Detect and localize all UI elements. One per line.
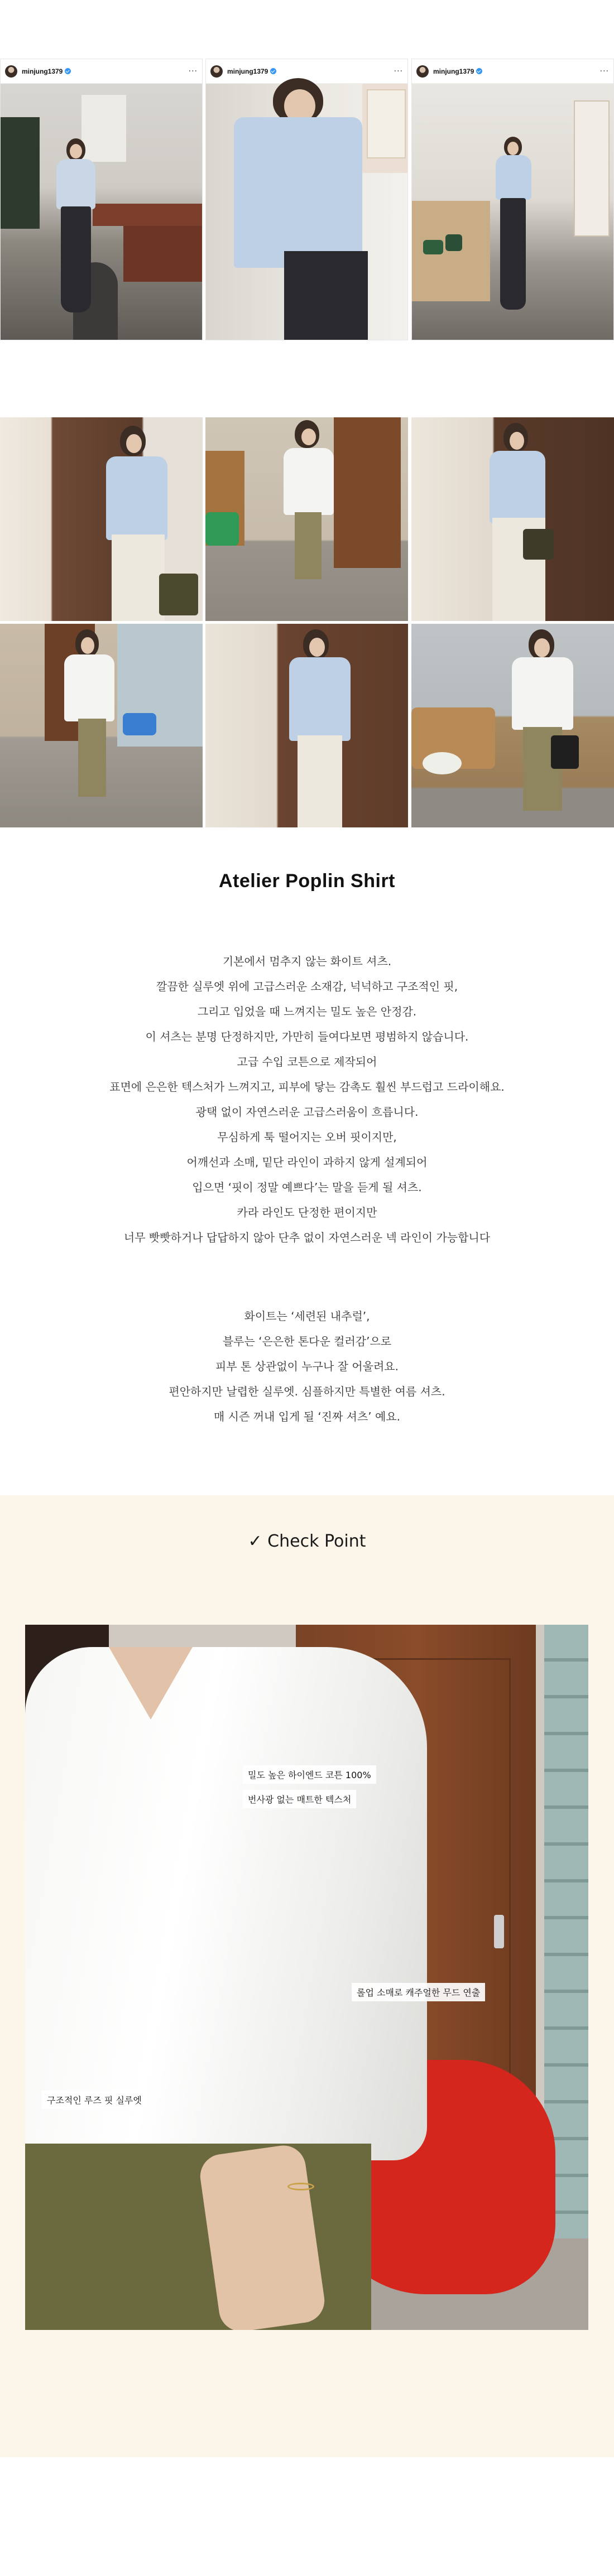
verified-badge-icon — [476, 68, 482, 74]
post-photo — [1, 84, 202, 340]
description-line: 화이트는 ‘세련된 내추럴’, — [244, 1309, 370, 1323]
more-options-icon[interactable]: ··· — [188, 66, 198, 76]
post-header — [412, 59, 613, 84]
description-line: 피부 톤 상관없이 누구나 잘 어울려요. — [215, 1360, 399, 1373]
description-line: 표면에 은은한 텍스처가 느껴지고, 피부에 닿는 감촉도 훨씬 부드럽고 드라이해요. — [109, 1080, 505, 1094]
avatar[interactable] — [416, 65, 429, 78]
description-line: 입으면 ‘핏이 정말 예쁘다’는 말을 듣게 될 셔츠. — [192, 1181, 422, 1194]
avatar[interactable] — [210, 65, 223, 78]
post-username[interactable]: minjung1379 — [227, 67, 268, 75]
verified-badge-icon — [65, 68, 71, 74]
post-photo — [412, 84, 613, 340]
description-line: 너무 빳빳하거나 답답하지 않아 단추 없이 자연스러운 넥 라인이 가능합니다 — [123, 1231, 491, 1244]
product-description-2 — [0, 1304, 614, 1429]
lookbook-photo — [411, 624, 614, 827]
avatar[interactable] — [5, 65, 17, 78]
post-username[interactable]: minjung1379 — [22, 67, 63, 75]
lookbook-photo — [411, 417, 614, 621]
description-line: 카라 라인도 단정한 편이지만 — [237, 1206, 377, 1219]
description-line: 깔끔한 실루엣 위에 고급스러운 소재감, 넉넉하고 구조적인 핏, — [156, 980, 458, 993]
instagram-post-2[interactable] — [205, 59, 408, 340]
verified-badge-icon — [270, 68, 276, 74]
more-options-icon[interactable]: ··· — [394, 66, 403, 76]
more-options-icon[interactable]: ··· — [599, 66, 609, 76]
check-point-photo — [25, 1625, 588, 2330]
instagram-post-1[interactable] — [0, 59, 203, 340]
lookbook-photo — [205, 417, 408, 621]
check-point-title: ✓ Check Point — [248, 1532, 366, 1551]
description-line: 무심하게 툭 떨어지는 오버 핏이지만, — [217, 1130, 397, 1144]
post-header — [1, 59, 202, 84]
product-description-1 — [0, 949, 614, 1250]
description-line: 기본에서 멈추지 않는 화이트 셔츠. — [222, 955, 392, 968]
description-line: 매 시즌 꺼내 입게 될 ‘진짜 셔츠’ 예요. — [213, 1410, 401, 1423]
lookbook-photo — [0, 417, 203, 621]
instagram-post-3[interactable] — [411, 59, 614, 340]
description-line: 광택 없이 자연스러운 고급스러움이 흐릅니다. — [195, 1105, 419, 1119]
description-line: 고급 수입 코튼으로 제작되어 — [237, 1055, 377, 1068]
post-photo — [206, 84, 407, 340]
description-line: 이 셔츠는 분명 단정하지만, 가만히 들여다보면 평범하지 않습니다. — [145, 1030, 469, 1043]
feature-tag: 롤업 소매로 캐주얼한 무드 연출 — [352, 1983, 485, 2001]
feature-tag: 번사광 없는 매트한 텍스처 — [243, 1790, 356, 1808]
description-line: 블루는 ‘은은한 톤다운 컬러감’으로 — [222, 1335, 392, 1348]
feature-tag: 밀도 높은 하이엔드 코튼 100% — [243, 1765, 376, 1784]
lookbook-photo — [205, 624, 408, 827]
lookbook-photo — [0, 624, 203, 827]
description-line: 그리고 입었을 때 느껴지는 밀도 높은 안정감. — [197, 1005, 417, 1018]
post-username[interactable]: minjung1379 — [433, 67, 474, 75]
description-line: 편안하지만 날렵한 실루엣. 심플하지만 특별한 여름 셔츠. — [169, 1385, 445, 1398]
feature-tag: 구조적인 루즈 핏 실루엣 — [42, 2091, 147, 2109]
product-title: Atelier Poplin Shirt — [218, 870, 396, 892]
description-line: 어깨선과 소매, 밑단 라인이 과하지 않게 설계되어 — [186, 1155, 428, 1169]
